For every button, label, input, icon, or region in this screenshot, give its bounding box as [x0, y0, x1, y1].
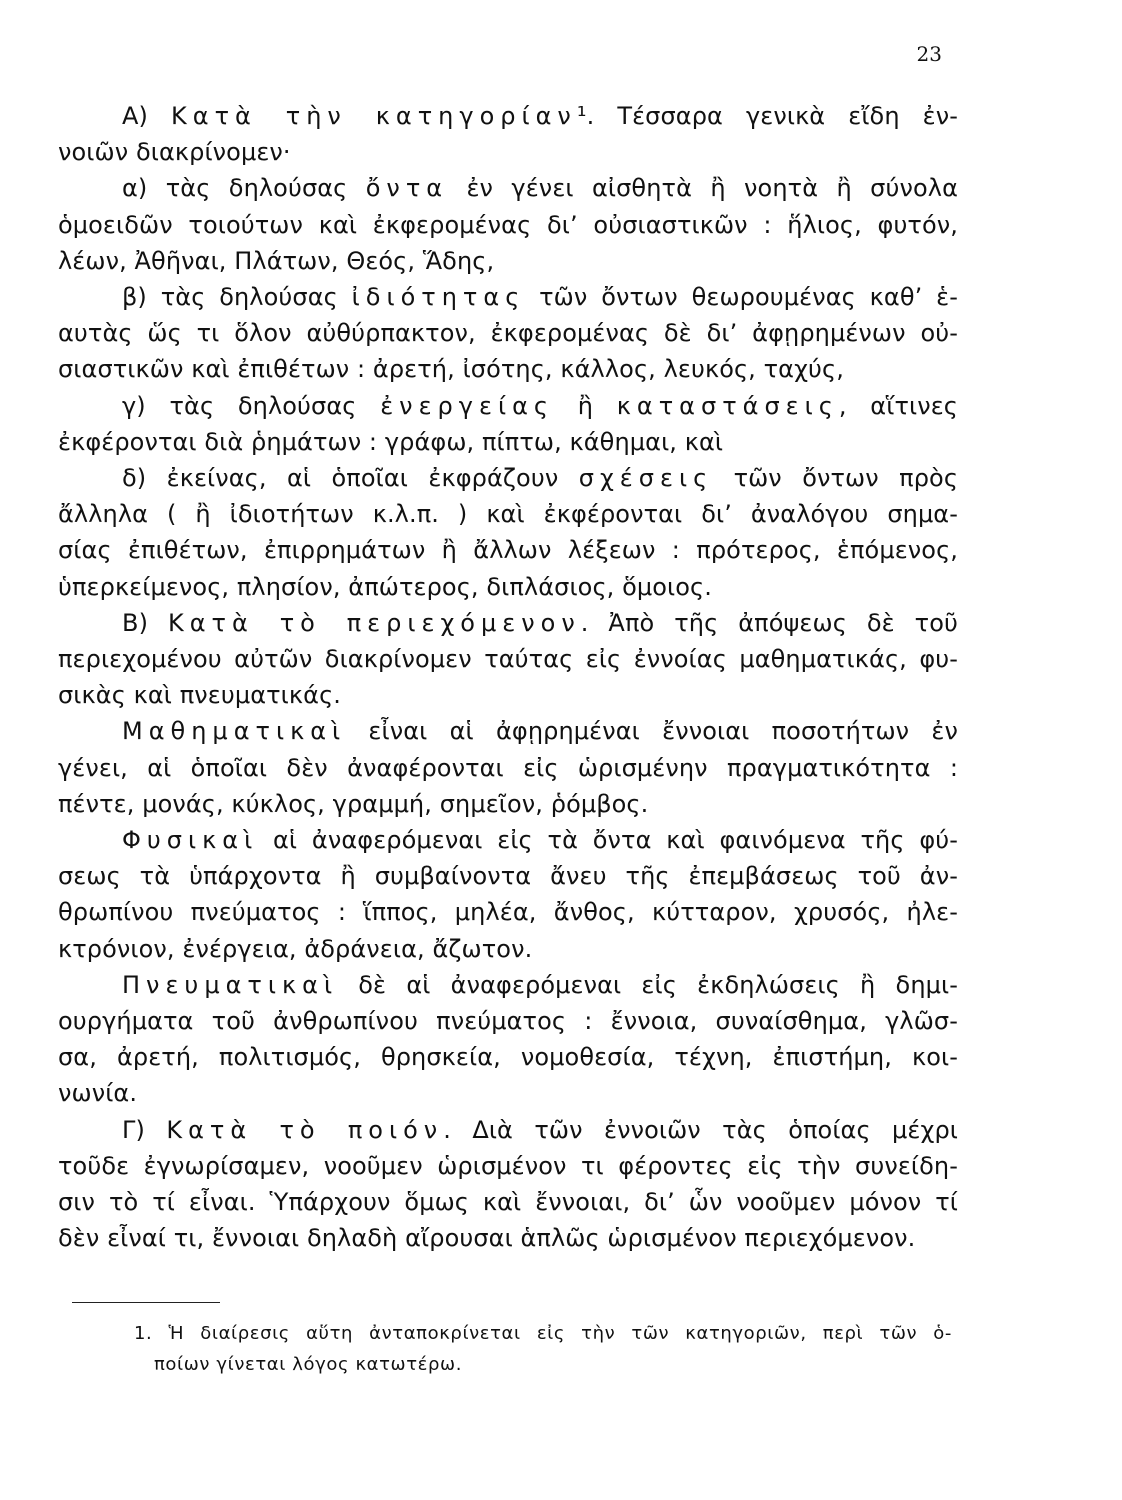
text-line: σα, ἀρετή, πολιτισμός, θρησκεία, νομοθεσία, τέχνη, ἐπιστήμη, κοι-: [58, 1043, 958, 1072]
text-line: σεως τὰ ὑπάρχοντα ἢ συμβαίνοντα ἄνευ τῆς ἐπεμβάσεως τοῦ ἀν-: [58, 862, 958, 891]
text-line: ὑπερκείμενος, πλησίον, ἀπώτερος, διπλάσιος, ὅμοιος.: [58, 572, 712, 601]
text-line: νωνία.: [58, 1079, 138, 1108]
footnote-line: ποίων γίνεται λόγος κατωτέρω.: [154, 1354, 463, 1375]
footnote: [134, 1318, 952, 1380]
paragraph-phys-line-1: Φυσικαὶ αἱ ἀναφερόμεναι εἰς τὰ ὄντα καὶ φαινόμενα τῆς φύ-: [122, 826, 958, 855]
spaced-term: Κατὰ τὸ ποιόν: [166, 1115, 444, 1144]
spaced-term: Κατὰ τὸ περιεχόμενον: [168, 608, 581, 637]
text-line: νοιῶν διακρίνομεν·: [58, 138, 291, 167]
paragraph-alpha-line-1: α) τὰς δηλούσας ὄντα ἐν γένει αἰσθητὰ ἢ νοητὰ ἢ σύνολα: [122, 174, 958, 203]
paragraph-beta-line-1: β) τὰς δηλούσας ἰδιότητας τῶν ὄντων θεωρουμένας καθ’ ἑ-: [122, 283, 959, 312]
text-line: σιαστικῶν καὶ ἐπιθέτων : ἀρετή, ἰσότης, κάλλος, λευκός, ταχύς,: [58, 355, 844, 384]
spaced-term: σχέσεις: [578, 464, 714, 493]
paragraph-gamma-line-1: γ) τὰς δηλούσας ἐνεργείας ἢ καταστάσεις, αἵτινες: [122, 391, 958, 420]
paragraph-delta-line-1: δ) ἐκείνας, αἱ ὁποῖαι ἐκφράζουν σχέσεις τῶν ὄντων πρὸς: [122, 464, 958, 493]
text-line: δὲν εἶναί τι, ἔννοιαι δηλαδὴ αἴρουσαι ἁπλῶς ὡρισμένον περιεχόμενον.: [58, 1224, 916, 1253]
text-line: περιεχομένου αὐτῶν διακρίνομεν ταύτας εἰς ἐννοίας μαθηματικάς, φυ-: [58, 645, 958, 674]
footnote-divider: [72, 1302, 220, 1303]
text-line: σίας ἐπιθέτων, ἐπιρρημάτων ἢ ἄλλων λέξεων : πρότερος, ἑπόμενος,: [58, 536, 958, 565]
text-line: σιν τὸ τί εἶναι. Ὑπάρχουν ὅμως καὶ ἔννοιαι, δι’ ὧν νοοῦμεν μόνον τί: [58, 1188, 958, 1217]
spaced-term: Κατὰ τὴν κατηγορίαν: [171, 102, 577, 130]
text-line: αυτὰς ὥς τι ὅλον αὐθύρπακτον, ἐκφερομένας δὲ δι’ ἀφῃρημένων οὐ-: [58, 319, 958, 348]
spaced-term: ἰδιότητας: [351, 283, 526, 312]
footnote-line: 1. Ἡ διαίρεσις αὕτη ἀνταποκρίνεται εἰς τὴν τῶν κατηγοριῶν, περὶ τῶν ὁ-: [134, 1323, 952, 1344]
text-line: ουργήματα τοῦ ἀνθρωπίνου πνεύματος : ἔννοια, συναίσθημα, γλῶσ-: [58, 1007, 958, 1036]
text-line: τοῦδε ἐγνωρίσαμεν, νοοῦμεν ὡρισμένον τι φέροντες εἰς τὴν συνείδη-: [58, 1151, 958, 1180]
text-line: ἐκφέρονται διὰ ῥημάτων : γράφω, πίπτω, κάθημαι, καὶ: [58, 427, 724, 456]
text-line: ἄλληλα ( ἢ ἰδιοτήτων κ.λ.π. ) καὶ ἐκφέρονται δι’ ἀναλόγου σημα-: [58, 500, 958, 529]
spaced-term: Μαθηματικαὶ: [122, 717, 347, 746]
paragraph-math-line-1: Μαθηματικαὶ εἶναι αἱ ἀφῃρημέναι ἔννοιαι ποσοτήτων ἐν: [122, 717, 958, 746]
spaced-term: Πνευματικαὶ: [122, 970, 339, 999]
paragraph-b-line-1: Β) Κατὰ τὸ περιεχόμενον. Ἀπὸ τῆς ἀπόψεως δὲ τοῦ: [122, 608, 958, 637]
spaced-term: Φυσικαὶ: [122, 826, 259, 855]
spaced-term: καταστάσεις: [616, 391, 839, 420]
paragraph-pneu-line-1: Πνευματικαὶ δὲ αἱ ἀναφερόμεναι εἰς ἐκδηλώσεις ἢ δημι-: [122, 970, 958, 999]
body-text: [58, 98, 958, 1257]
spaced-term: ἐνεργείας: [380, 391, 554, 420]
text-line: σικὰς καὶ πνευματικάς.: [58, 681, 341, 710]
text-line: λέων, Ἀθῆναι, Πλάτων, Θεός, Ἅδης,: [58, 246, 495, 275]
text-line: ὁμοειδῶν τοιούτων καὶ ἐκφερομένας δι’ οὐσιαστικῶν : ἥλιος, φυτόν,: [58, 210, 958, 239]
text-line: γένει, αἱ ὁποῖαι δὲν ἀναφέρονται εἰς ὡρισμένην πραγματικότητα :: [58, 753, 958, 782]
text-line: πέντε, μονάς, κύκλος, γραμμή, σημεῖον, ῥόμβος.: [58, 789, 649, 818]
paragraph-c-line-1: Γ) Κατὰ τὸ ποιόν. Διὰ τῶν ἐννοιῶν τὰς ὁποίας μέχρι: [122, 1115, 958, 1144]
paragraph-a-line-1: Α) Κατὰ τὴν κατηγορίαν¹. Τέσσαρα γενικὰ εἴδη ἐν-: [122, 102, 958, 130]
text-line: κτρόνιον, ἐνέργεια, ἀδράνεια, ἄζωτον.: [58, 934, 533, 963]
spaced-term: ὄντα: [365, 174, 449, 203]
text-line: θρωπίνου πνεύματος : ἵππος, μηλέα, ἄνθος, κύτταρον, χρυσός, ἠλε-: [58, 898, 958, 927]
page-number: 23: [916, 42, 942, 66]
